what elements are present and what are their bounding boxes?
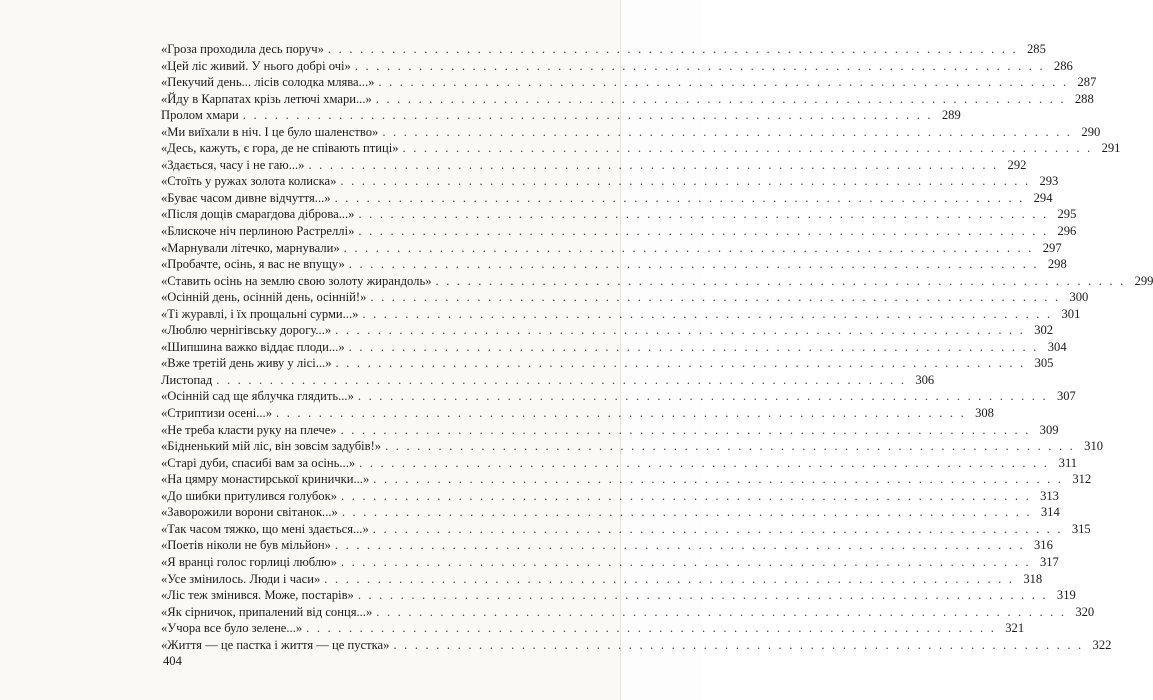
toc-entry-page: 292 bbox=[1007, 157, 1027, 172]
toc-entry-page: 317 bbox=[1039, 554, 1059, 569]
dot-leader: . . . . . . . . . . . . . . . . . . . . . . . . . . . . . . . . . . . . . . . . . . . . . . . . . . . . . . . . . . . . . . . . . bbox=[335, 356, 1026, 371]
toc-entry bbox=[161, 157, 1027, 175]
toc-entry bbox=[161, 306, 1081, 324]
dot-leader: . . . . . . . . . . . . . . . . . . . . . . . . . . . . . . . . . . . . . . . . . . . . . . . . . . . . . . . . . . . . . . . . . bbox=[393, 637, 1084, 652]
dot-leader: . . . . . . . . . . . . . . . . . . . . . . . . . . . . . . . . . . . . . . . . . . . . . . . . . . . . . . . . . . . . . . . . . bbox=[385, 439, 1076, 454]
toc-entry-page: 313 bbox=[1040, 488, 1059, 503]
dot-leader: . . . . . . . . . . . . . . . . . . . . . . . . . . . . . . . . . . . . . . . . . . . . . . . . . . . . . . . . . . . . . . . . . bbox=[358, 224, 1049, 239]
toc-entry-page: 305 bbox=[1034, 356, 1054, 371]
dot-leader: . . . . . . . . . . . . . . . . . . . . . . . . . . . . . . . . . . . . . . . . . . . . . . . . . . . . . . . . . . . . . . . . . bbox=[327, 42, 1018, 56]
toc-entry-title: «Я вранці голос горлиці люблю» bbox=[161, 554, 337, 569]
toc-entry bbox=[161, 621, 1025, 638]
toc-entry bbox=[161, 207, 1077, 224]
toc-entry-page: 319 bbox=[1056, 588, 1076, 603]
toc-entry-page: 293 bbox=[1039, 174, 1059, 189]
dot-leader: . . . . . . . . . . . . . . . . . . . . . . . . . . . . . . . . . . . . . . . . . . . . . . . . . . . . . . . . . . . . . . . . . bbox=[348, 257, 1039, 272]
toc-entry-page: 299 bbox=[1134, 273, 1153, 288]
toc-entry-page: 289 bbox=[941, 108, 961, 123]
toc-entry-page: 320 bbox=[1075, 604, 1095, 619]
toc-entry-title: «Після дощів смарагдова діброва...» bbox=[161, 207, 355, 222]
dot-leader: . . . . . . . . . . . . . . . . . . . . . . . . . . . . . . . . . . . . . . . . . . . . . . . . . . . . . . . . . . . . . . . . . bbox=[335, 323, 1026, 338]
toc-entry-title: «Осінній сад ще яблучка глядить...» bbox=[161, 389, 354, 404]
toc-entry-title: «Марнували літечко, марнували» bbox=[161, 240, 340, 255]
toc-entry-title: «Стоїть у ружах золота колиска» bbox=[161, 174, 337, 189]
toc-entry bbox=[161, 538, 1053, 555]
toc-entry-page: 286 bbox=[1053, 58, 1073, 73]
toc-entry bbox=[161, 339, 1067, 357]
toc-entry-title: «Життя — це пастка і життя — це пустка» bbox=[161, 637, 390, 652]
toc-entry-page: 296 bbox=[1057, 224, 1077, 239]
toc-entry-title: Пролом хмари bbox=[161, 108, 239, 123]
toc-entry-page: 314 bbox=[1040, 505, 1060, 520]
toc-entry-title: «Ставить осінь на землю свою золоту жирандоль» bbox=[161, 273, 432, 288]
toc-entry-page: 315 bbox=[1071, 521, 1091, 536]
dot-leader: . . . . . . . . . . . . . . . . . . . . . . . . . . . . . . . . . . . . . . . . . . . . . . . . . . . . . . . . . . . . . . . . . bbox=[340, 422, 1031, 437]
toc-entry-title: «До шибки притулився голубок» bbox=[161, 488, 337, 503]
toc-entry bbox=[161, 58, 1073, 76]
dot-leader: . . . . . . . . . . . . . . . . . . . . . . . . . . . . . . . . . . . . . . . . . . . . . . . . . . . . . . . . . . . . . . . . . bbox=[382, 124, 1073, 139]
dot-leader: . . . . . . . . . . . . . . . . . . . . . . . . . . . . . . . . . . . . . . . . . . . . . . . . . . . . . . . . . . . . . . . . . bbox=[378, 75, 1069, 90]
toc-entry bbox=[161, 174, 1059, 191]
dot-leader: . . . . . . . . . . . . . . . . . . . . . . . . . . . . . . . . . . . . . . . . . . . . . . . . . . . . . . . . . . . . . . . . . bbox=[216, 372, 907, 387]
toc-entry-page: 304 bbox=[1047, 339, 1067, 354]
toc-entry-page: 287 bbox=[1077, 75, 1097, 90]
toc-entry bbox=[161, 521, 1091, 539]
dot-leader: . . . . . . . . . . . . . . . . . . . . . . . . . . . . . . . . . . . . . . . . . . . . . . . . . . . . . . . . . . . . . . . . . bbox=[435, 273, 1126, 288]
toc-entry bbox=[161, 455, 1078, 473]
toc-entry-title: «Учора все було зелене...» bbox=[161, 621, 303, 636]
toc-entry bbox=[161, 356, 1054, 373]
dot-leader: . . . . . . . . . . . . . . . . . . . . . . . . . . . . . . . . . . . . . . . . . . . . . . . . . . . . . . . . . . . . . . . . . bbox=[334, 538, 1025, 553]
toc-entry-page: 322 bbox=[1092, 637, 1112, 652]
toc-entry bbox=[161, 273, 1153, 291]
toc-entry-title: «Йду в Карпатах крізь летючі хмари...» bbox=[161, 91, 372, 106]
toc-entry-page: 321 bbox=[1005, 621, 1025, 636]
toc-entry-title: «Як сірничок, припалений від сонця...» bbox=[161, 604, 373, 619]
toc-entry-page: 295 bbox=[1057, 207, 1077, 222]
toc-entry-title: «Вже третій день живу у лісі...» bbox=[161, 356, 332, 371]
toc-entry-title: «Бідненький мій ліс, він зовсім задубів!» bbox=[161, 439, 382, 454]
toc-entry bbox=[161, 554, 1059, 572]
dot-leader: . . . . . . . . . . . . . . . . . . . . . . . . . . . . . . . . . . . . . . . . . . . . . . . . . . . . . . . . . . . . . . . . . bbox=[376, 604, 1067, 619]
toc-entry-title: «Люблю чернігівську дорогу...» bbox=[161, 323, 332, 338]
dot-leader: . . . . . . . . . . . . . . . . . . . . . . . . . . . . . . . . . . . . . . . . . . . . . . . . . . . . . . . . . . . . . . . . . bbox=[373, 472, 1064, 487]
toc-entry-page: 298 bbox=[1047, 257, 1067, 272]
toc-entry bbox=[161, 75, 1097, 92]
toc-entry bbox=[161, 472, 1092, 489]
dot-leader: . . . . . . . . . . . . . . . . . . . . . . . . . . . . . . . . . . . . . . . . . . . . . . . . . . . . . . . . . . . . . . . . . bbox=[308, 157, 999, 172]
dot-leader: . . . . . . . . . . . . . . . . . . . . . . . . . . . . . . . . . . . . . . . . . . . . . . . . . . . . . . . . . . . . . . . . . bbox=[357, 389, 1048, 404]
toc-entry-page: 290 bbox=[1081, 124, 1101, 139]
toc-entry-page: 294 bbox=[1033, 190, 1053, 205]
dot-leader: . . . . . . . . . . . . . . . . . . . . . . . . . . . . . . . . . . . . . . . . . . . . . . . . . . . . . . . . . . . . . . . . . bbox=[276, 406, 966, 421]
toc-entry bbox=[161, 257, 1067, 274]
toc-entry-page: 309 bbox=[1039, 422, 1059, 437]
dot-leader: . . . . . . . . . . . . . . . . . . . . . . . . . . . . . . . . . . . . . . . . . . . . . . . . . . . . . . . . . . . . . . . . . bbox=[343, 240, 1034, 255]
toc-entry-title: «Старі дуби, спасибі вам за осінь...» bbox=[161, 455, 356, 470]
toc-entry-title: «Так часом тяжко, що мені здається...» bbox=[161, 521, 369, 536]
toc-entry-page: 308 bbox=[975, 406, 994, 421]
toc-entry-title: «Шипшина важко віддає плоди...» bbox=[161, 339, 345, 354]
toc-entry bbox=[161, 42, 1046, 59]
toc-entry bbox=[161, 91, 1094, 109]
toc-entry-page: 311 bbox=[1058, 455, 1078, 470]
toc-entry-title: «На цямру монастирської кринички...» bbox=[161, 472, 370, 487]
toc-entry bbox=[161, 389, 1076, 406]
toc-entry-page: 285 bbox=[1026, 42, 1046, 56]
toc-entry-title: «Цей ліс живий. У нього добрі очі» bbox=[161, 58, 351, 73]
toc-entry-page: 297 bbox=[1042, 240, 1062, 255]
toc-entry-title: «Пробачте, осінь, я вас не впущу» bbox=[161, 257, 345, 272]
toc-entry-page: 312 bbox=[1072, 472, 1092, 487]
toc-entry bbox=[161, 571, 1043, 589]
toc-entry bbox=[161, 290, 1089, 307]
dot-leader: . . . . . . . . . . . . . . . . . . . . . . . . . . . . . . . . . . . . . . . . . . . . . . . . . . . . . . . . . . . . . . . . . bbox=[334, 190, 1025, 205]
toc-entry bbox=[161, 141, 1121, 158]
toc-entry-title: «Ми виїхали в ніч. І це було шаленство» bbox=[161, 124, 379, 139]
dot-leader: . . . . . . . . . . . . . . . . . . . . . . . . . . . . . . . . . . . . . . . . . . . . . . . . . . . . . . . . . . . . . . . . . bbox=[358, 207, 1049, 222]
dot-leader: . . . . . . . . . . . . . . . . . . . . . . . . . . . . . . . . . . . . . . . . . . . . . . . . . . . . . . . . . . . . . . . . . bbox=[341, 488, 1031, 503]
toc-entry-page: 310 bbox=[1084, 439, 1104, 454]
dot-leader: . . . . . . . . . . . . . . . . . . . . . . . . . . . . . . . . . . . . . . . . . . . . . . . . . . . . . . . . . . . . . . . . . bbox=[372, 521, 1063, 536]
toc-entry-page: 316 bbox=[1033, 538, 1053, 553]
toc-entry-page: 301 bbox=[1061, 306, 1081, 321]
toc-entry bbox=[161, 604, 1095, 622]
toc-entry-title: «Буває часом дивне відчуття...» bbox=[161, 190, 331, 205]
dot-leader: . . . . . . . . . . . . . . . . . . . . . . . . . . . . . . . . . . . . . . . . . . . . . . . . . . . . . . . . . . . . . . . . . bbox=[348, 339, 1039, 354]
table-of-contents bbox=[161, 42, 1153, 654]
toc-entry-title: «Усе змінилось. Люди і часи» bbox=[161, 571, 321, 586]
toc-entry bbox=[161, 488, 1059, 506]
dot-leader: . . . . . . . . . . . . . . . . . . . . . . . . . . . . . . . . . . . . . . . . . . . . . . . . . . . . . . . . . . . . . . . . . bbox=[306, 621, 997, 636]
toc-entry-page: 291 bbox=[1101, 141, 1121, 156]
toc-entry bbox=[161, 505, 1060, 522]
toc-entry bbox=[161, 372, 935, 390]
toc-entry-title: «Поетів ніколи не був мільйон» bbox=[161, 538, 331, 553]
toc-entry-title: «Пекучий день... лісів солодка млява...» bbox=[161, 75, 375, 90]
toc-entry-title: Листопад bbox=[161, 372, 213, 387]
dot-leader: . . . . . . . . . . . . . . . . . . . . . . . . . . . . . . . . . . . . . . . . . . . . . . . . . . . . . . . . . . . . . . . . . bbox=[340, 554, 1031, 569]
dot-leader: . . . . . . . . . . . . . . . . . . . . . . . . . . . . . . . . . . . . . . . . . . . . . . . . . . . . . . . . . . . . . . . . . bbox=[242, 108, 933, 123]
toc-entry bbox=[161, 439, 1104, 456]
toc-entry-page: 306 bbox=[915, 372, 935, 387]
toc-entry bbox=[161, 240, 1062, 258]
toc-entry bbox=[161, 108, 961, 125]
toc-entry-page: 318 bbox=[1023, 571, 1043, 586]
toc-entry-title: «Десь, кажуть, є гора, де не співають птиці» bbox=[161, 141, 399, 156]
toc-entry-title: «Стриптизи осені...» bbox=[161, 406, 272, 421]
toc-entry bbox=[161, 422, 1059, 440]
toc-entry bbox=[161, 323, 1054, 340]
toc-entry-title: «Осінній день, осінній день, осінній!» bbox=[161, 290, 367, 305]
toc-entry-page: 300 bbox=[1069, 290, 1089, 305]
toc-entry-title: «Не треба класти руку на плече» bbox=[161, 422, 337, 437]
toc-entry bbox=[161, 637, 1112, 655]
dot-leader: . . . . . . . . . . . . . . . . . . . . . . . . . . . . . . . . . . . . . . . . . . . . . . . . . . . . . . . . . . . . . . . . . bbox=[359, 455, 1050, 470]
toc-entry bbox=[161, 224, 1077, 241]
dot-leader: . . . . . . . . . . . . . . . . . . . . . . . . . . . . . . . . . . . . . . . . . . . . . . . . . . . . . . . . . . . . . . . . . bbox=[324, 571, 1015, 586]
toc-entry-page: 288 bbox=[1074, 91, 1094, 106]
toc-entry bbox=[161, 588, 1076, 605]
dot-leader: . . . . . . . . . . . . . . . . . . . . . . . . . . . . . . . . . . . . . . . . . . . . . . . . . . . . . . . . . . . . . . . . . bbox=[370, 290, 1061, 305]
toc-entry bbox=[161, 124, 1101, 142]
toc-entry-page: 302 bbox=[1034, 323, 1054, 338]
dot-leader: . . . . . . . . . . . . . . . . . . . . . . . . . . . . . . . . . . . . . . . . . . . . . . . . . . . . . . . . . . . . . . . . . bbox=[354, 58, 1045, 73]
dot-leader: . . . . . . . . . . . . . . . . . . . . . . . . . . . . . . . . . . . . . . . . . . . . . . . . . . . . . . . . . . . . . . . . . bbox=[402, 141, 1093, 156]
page-number: 404 bbox=[163, 654, 182, 668]
toc-entry-title: «Ті журавлі, і їх прощальні сурми...» bbox=[161, 306, 359, 321]
dot-leader: . . . . . . . . . . . . . . . . . . . . . . . . . . . . . . . . . . . . . . . . . . . . . . . . . . . . . . . . . . . . . . . . . bbox=[375, 91, 1066, 106]
dot-leader: . . . . . . . . . . . . . . . . . . . . . . . . . . . . . . . . . . . . . . . . . . . . . . . . . . . . . . . . . . . . . . . . . bbox=[341, 505, 1032, 520]
toc-entry-page: 307 bbox=[1056, 389, 1076, 404]
toc-entry-title: «Ліс теж змінився. Може, постарів» bbox=[161, 588, 354, 603]
dot-leader: . . . . . . . . . . . . . . . . . . . . . . . . . . . . . . . . . . . . . . . . . . . . . . . . . . . . . . . . . . . . . . . . . bbox=[362, 306, 1053, 321]
toc-entry-title: «Блискоче ніч перлиною Растреллі» bbox=[161, 224, 355, 239]
toc-entry-title: «Гроза проходила десь поруч» bbox=[161, 42, 324, 56]
toc-entry bbox=[161, 190, 1053, 208]
toc-entry-title: «Здається, часу і не гаю...» bbox=[161, 157, 305, 172]
dot-leader: . . . . . . . . . . . . . . . . . . . . . . . . . . . . . . . . . . . . . . . . . . . . . . . . . . . . . . . . . . . . . . . . . bbox=[357, 588, 1048, 603]
toc-entry-title: «Заворожили ворони світанок...» bbox=[161, 505, 338, 520]
dot-leader: . . . . . . . . . . . . . . . . . . . . . . . . . . . . . . . . . . . . . . . . . . . . . . . . . . . . . . . . . . . . . . . . . bbox=[340, 174, 1031, 189]
toc-entry bbox=[161, 406, 994, 423]
